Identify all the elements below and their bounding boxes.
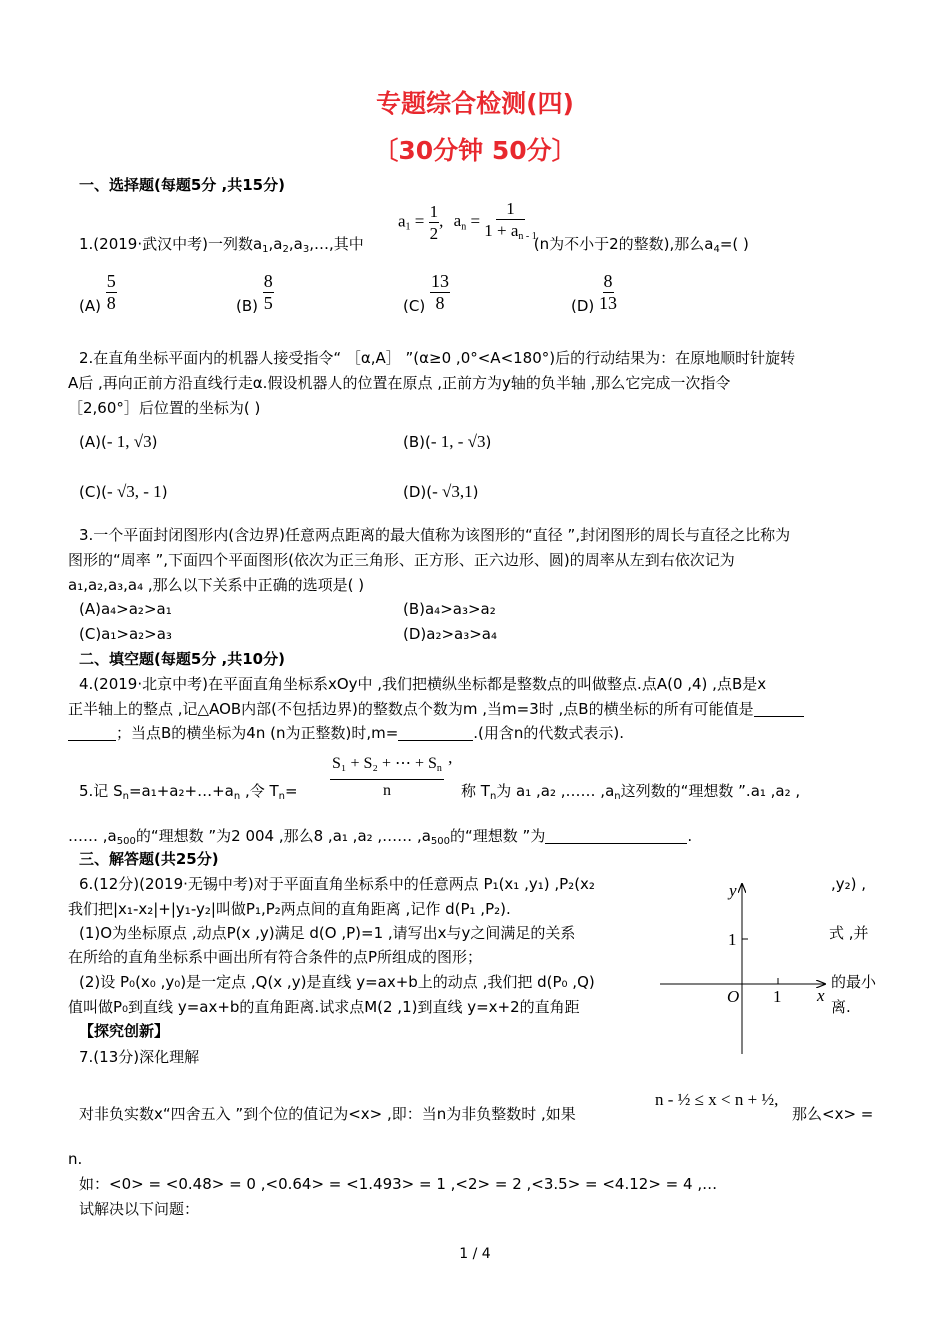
q2-option-a[interactable]: (A)(- 1, √3) — [79, 432, 158, 451]
q6-line-1: 6.(12分)(2019·无锡中考)对于平面直角坐标系中的任意两点 P₁(x₁ ,y₁) ,P₂(x₂ — [79, 875, 595, 893]
q7-line-1: 7.(13分)深化理解 — [79, 1048, 200, 1066]
y-axis-label: y — [729, 881, 737, 900]
q6-line-5-right: 的最小 — [831, 973, 877, 991]
q7-line-2-right: 那么<x> = — [792, 1105, 874, 1123]
q4-blank-1[interactable] — [68, 724, 116, 741]
q6-line-3-right: 式 ,并 — [829, 924, 869, 942]
coordinate-axes — [655, 876, 855, 1056]
q2-option-b[interactable]: (B)(- 1, - √3) — [403, 432, 492, 451]
q5-line-1: 5.记 $S_n=a_1+a_2+\dots+a_n$ ,令 $T_n=$ — [79, 782, 298, 802]
section-4-heading: 【探究创新】 — [79, 1022, 170, 1040]
q7-line-4: 如：<0> = <0.48> = 0 ,<0.64> = <1.493> = 1 ,<2> = 2 ,<3.5> = <4.12> = 4 ,… — [79, 1175, 718, 1193]
x-axis-label: x — [817, 986, 825, 1005]
q1-option-c[interactable]: (C) $\frac{13}{8}$ — [403, 271, 449, 315]
q4-line-1: 4.(2019·北京中考)在平面直角坐标系xOy中 ,我们把横纵坐标都是整数点的叫做整点.点A(0 ,4) ,点B是x — [79, 675, 767, 693]
q6-line-3: (1)O为坐标原点 ,动点P(x ,y)满足 d(O ,P)=1 ,请写出x与y之间满足的关系 — [79, 924, 576, 942]
q1-option-b[interactable]: (B) $\frac{8}{5}$ — [236, 271, 273, 315]
section-3-heading: 三、解答题(共25分) — [79, 850, 219, 868]
x-one-label: 1 — [773, 987, 782, 1006]
q7-line-3: n. — [68, 1150, 83, 1168]
origin-label: O — [727, 987, 740, 1006]
q3-option-d[interactable]: (D)a₂>a₃>a₄ — [403, 625, 498, 643]
q6-line-1-right: ,y₂) , — [831, 875, 867, 893]
section-1-heading: 一、选择题(每题5分 ,共15分) — [79, 176, 285, 194]
q7-formula: n - ½ ≤ x < n + ½, — [655, 1090, 779, 1109]
q1-option-a[interactable]: (A) $\frac{5}{8}$ — [79, 271, 116, 315]
q3-line-1: 3.一个平面封闭图形内(含边界)任意两点距离的最大值称为该图形的“直径 ”,封闭图形的周长与直径之比称为 — [79, 526, 791, 544]
section-2-heading: 二、填空题(每题5分 ,共10分) — [79, 650, 285, 668]
q2-line-2: A后 ,再向正前方沿直线行走α.假设机器人的位置在原点 ,正前方为y轴的负半轴 ,那么它完成一次指令 — [68, 374, 731, 392]
q3-line-3: a₁,a₂,a₃,a₄ ,那么以下关系中正确的选项是( ) — [68, 576, 365, 594]
q2-option-d[interactable]: (D)(- √3,1) — [403, 482, 479, 501]
q7-line-2: 对非负实数x“四舍五入 ”到个位的值记为<x> ,即：当n为非负整数时 ,如果 — [79, 1105, 576, 1123]
q5-line-1-right: 称 $T_n$为 a₁ ,a₂ ,…… $,a_n$这列数的“理想数 ”.a₁ ,a₂ , — [461, 782, 801, 802]
page-subtitle: 〔30分钟 50分〕 — [373, 136, 577, 165]
q7-line-5: 试解决以下问题： — [79, 1200, 200, 1218]
q6-line-4: 在所给的直角坐标系中画出所有符合条件的点P所组成的图形； — [68, 948, 483, 966]
q5-line-2: …… $,a_{500}$的“理想数 ”为2 004 ,那么8 ,a₁ ,a₂ ,…… $,a_{500}$的“理想数 ”为 . — [68, 827, 693, 847]
q6-line-6-right: 离. — [831, 998, 851, 1016]
q1-formula: $a_1$ = $\frac{1}{2}$ , $a_n$ = $\frac{1}{1 + a_{n - 1}}$ — [398, 199, 537, 243]
page-title: 专题综合检测(四) — [376, 89, 574, 118]
q4-blank-2[interactable] — [398, 724, 473, 741]
y-one-label: 1 — [728, 930, 737, 949]
q4-line-2: 正半轴上的整点 ,记△AOB内部(不包括边界)的整数点个数为m ,当m=3时 ,点B的横坐标的所有可能值是 — [68, 697, 804, 721]
q2-line-1: 2.在直角坐标平面内的机器人接受指令“ ［α,A］ ”(α≥0 ,0°<A<180°)后的行动结果为：在原地顺时针旋转 — [79, 349, 796, 367]
q3-line-2: 图形的“周率 ”,下面四个平面图形(依次为正三角形、正方形、正六边形、圆)的周率从左到右依次记为 — [68, 551, 735, 569]
page-number: 1 / 4 — [459, 1246, 491, 1262]
q6-line-6: 值叫做P₀到直线 y=ax+b的直角距离.试求点M(2 ,1)到直线 y=x+2的直角距 — [68, 998, 580, 1016]
q6-line-2: 我们把|x₁-x₂|+|y₁-y₂|叫做P₁,P₂两点间的直角距离 ,记作 d(P₁ ,P₂). — [68, 900, 511, 918]
q1-option-d[interactable]: (D) $\frac{8}{13}$ — [571, 271, 618, 315]
q5-blank[interactable] — [545, 827, 687, 844]
q3-option-b[interactable]: (B)a₄>a₃>a₂ — [403, 600, 496, 618]
q3-option-a[interactable]: (A)a₄>a₂>a₁ — [79, 600, 172, 618]
q2-option-c[interactable]: (C)(- √3, - 1) — [79, 482, 168, 501]
q5-formula: $\frac{S_1 + S_2 + \cdots + S_n}{n}$ , — [332, 748, 453, 800]
q6-line-5: (2)设 P₀(x₀ ,y₀)是一定点 ,Q(x ,y)是直线 y=ax+b上的动点 ,我们把 d(P₀ ,Q) — [79, 973, 595, 991]
q3-option-c[interactable]: (C)a₁>a₂>a₃ — [79, 625, 172, 643]
q4-line-3: ；当点B的横坐标为4n (n为正整数)时,m= .(用含n的代数式表示). — [68, 721, 624, 745]
q1-text: 1.(2019·武汉中考)一列数$a_1,a_2,a_3,\dots$,其中 (n为不小于2的整数),那么$a_4=$( ) — [79, 235, 749, 255]
q2-line-3: ［2,60°］后位置的坐标为( ) — [68, 399, 261, 417]
